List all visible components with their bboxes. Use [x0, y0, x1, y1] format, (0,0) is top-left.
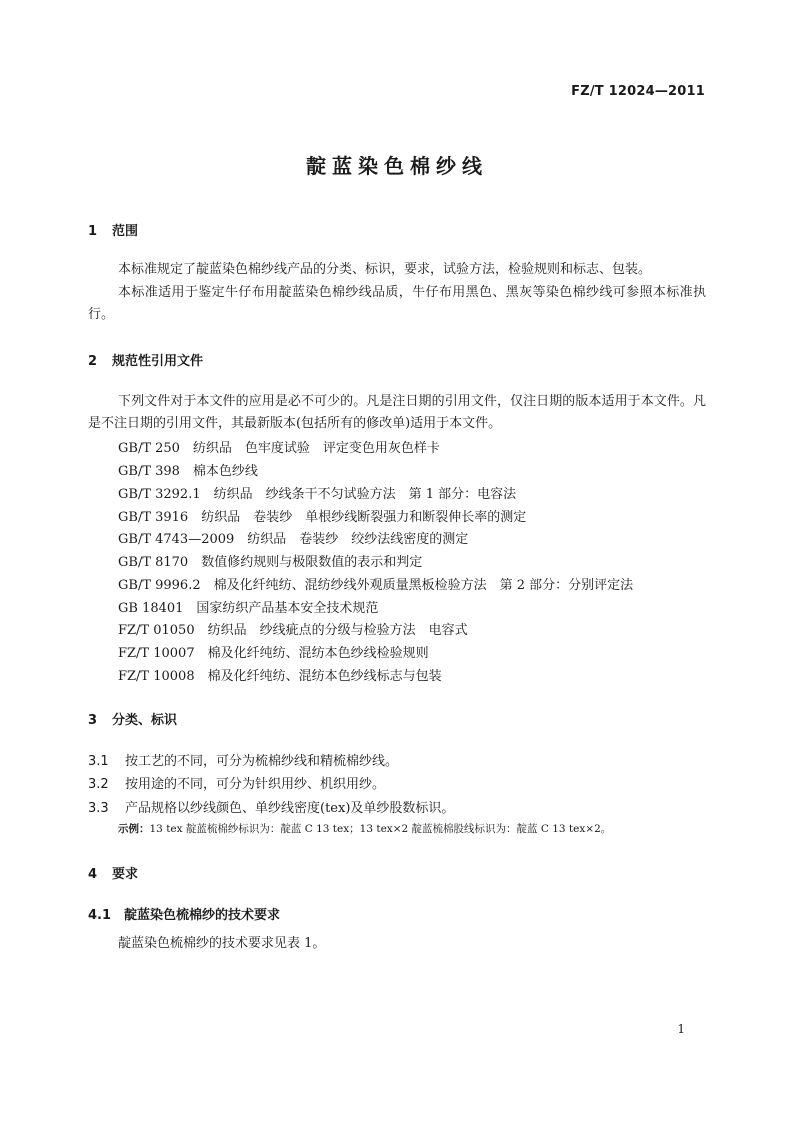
section-3-heading [88, 709, 177, 728]
clause-number: 3.3 [88, 801, 109, 816]
section-1-paragraph-1: 本标准规定了靛蓝染色棉纱线产品的分类、标识，要求，试验方法，检验规则和标志、包装。 [118, 262, 652, 277]
clause-number: 3.1 [88, 754, 109, 769]
section-title: 范围 [112, 224, 139, 239]
section-number: 2 [88, 354, 98, 369]
section-4-paragraph: 靛蓝染色梳棉纱的技术要求见表 1。 [118, 936, 326, 951]
example-text: 13 tex 靛蓝梳棉纱标识为：靛蓝 C 13 tex；13 tex×2 靛蓝梳棉股线标识为：靛蓝 C 13 tex×2。 [149, 823, 612, 835]
clause-text: 按用途的不同，可分为针织用纱、机织用纱。 [125, 777, 386, 792]
example-note [118, 821, 611, 836]
reference-item: FZ/T 01050 纺织品 纱线疵点的分级与检验方法 电容式 [118, 623, 468, 638]
reference-item: GB/T 250 纺织品 色牢度试验 评定变色用灰色样卡 [118, 441, 440, 456]
reference-item: GB/T 3292.1 纺织品 纱线条干不匀试验方法 第 1 部分：电容法 [118, 487, 517, 502]
reference-item: FZ/T 10008 棉及化纤纯纺、混纺本色纱线标志与包装 [118, 669, 442, 684]
subsection-title: 靛蓝染色梳棉纱的技术要求 [124, 908, 281, 923]
example-label: 示例： [118, 823, 150, 835]
section-number: 3 [88, 713, 98, 728]
clause-3-2 [88, 773, 385, 792]
clause-3-3 [88, 797, 454, 816]
clause-number: 3.2 [88, 777, 109, 792]
page-number: 1 [677, 1022, 685, 1036]
reference-item: GB/T 8170 数值修约规则与极限数值的表示和判定 [118, 555, 423, 570]
section-1-paragraph-2: 本标准适用于鉴定牛仔布用靛蓝染色棉纱线品质，牛仔布用黑色、黑灰等染色棉纱线可参照本标准执行。 [88, 285, 706, 322]
standard-code: FZ/T 12024—2011 [571, 84, 705, 99]
section-number: 4 [88, 867, 98, 882]
reference-item: GB/T 9996.2 棉及化纤纯纺、混纺纱线外观质量黑板检验方法 第 2 部分：分别评定法 [118, 578, 634, 593]
clause-text: 按工艺的不同，可分为梳棉纱线和精梳棉纱线。 [125, 754, 399, 769]
clause-text: 产品规格以纱线颜色、单纱线密度(tex)及单纱股数标识。 [125, 801, 455, 816]
section-1-heading [88, 220, 138, 239]
section-2-heading [88, 350, 203, 369]
clause-3-1 [88, 750, 398, 769]
reference-item: FZ/T 10007 棉及化纤纯纺、混纺本色纱线检验规则 [118, 646, 429, 661]
reference-item: GB/T 4743—2009 纺织品 卷装纱 绞纱法线密度的测定 [118, 532, 469, 547]
subsection-4-1-heading [88, 904, 280, 923]
document-title: 靛蓝染色棉纱线 [306, 154, 488, 178]
section-title: 要求 [112, 867, 139, 882]
section-4-heading [88, 863, 138, 882]
subsection-number: 4.1 [88, 908, 112, 923]
section-title: 规范性引用文件 [112, 354, 204, 369]
reference-item: GB/T 3916 纺织品 卷装纱 单根纱线断裂强力和断裂伸长率的测定 [118, 510, 527, 525]
section-title: 分类、标识 [112, 713, 178, 728]
section-2-paragraph: 下列文件对于本文件的应用是必不可少的。凡是注日期的引用文件，仅注日期的版本适用于本文件。凡是不注日期的引用文件，其最新版本(包括所有的修改单)适用于本文件。 [88, 394, 706, 431]
reference-item: GB 18401 国家纺织产品基本安全技术规范 [118, 601, 379, 616]
reference-item: GB/T 398 棉本色纱线 [118, 464, 258, 479]
section-number: 1 [88, 224, 98, 239]
